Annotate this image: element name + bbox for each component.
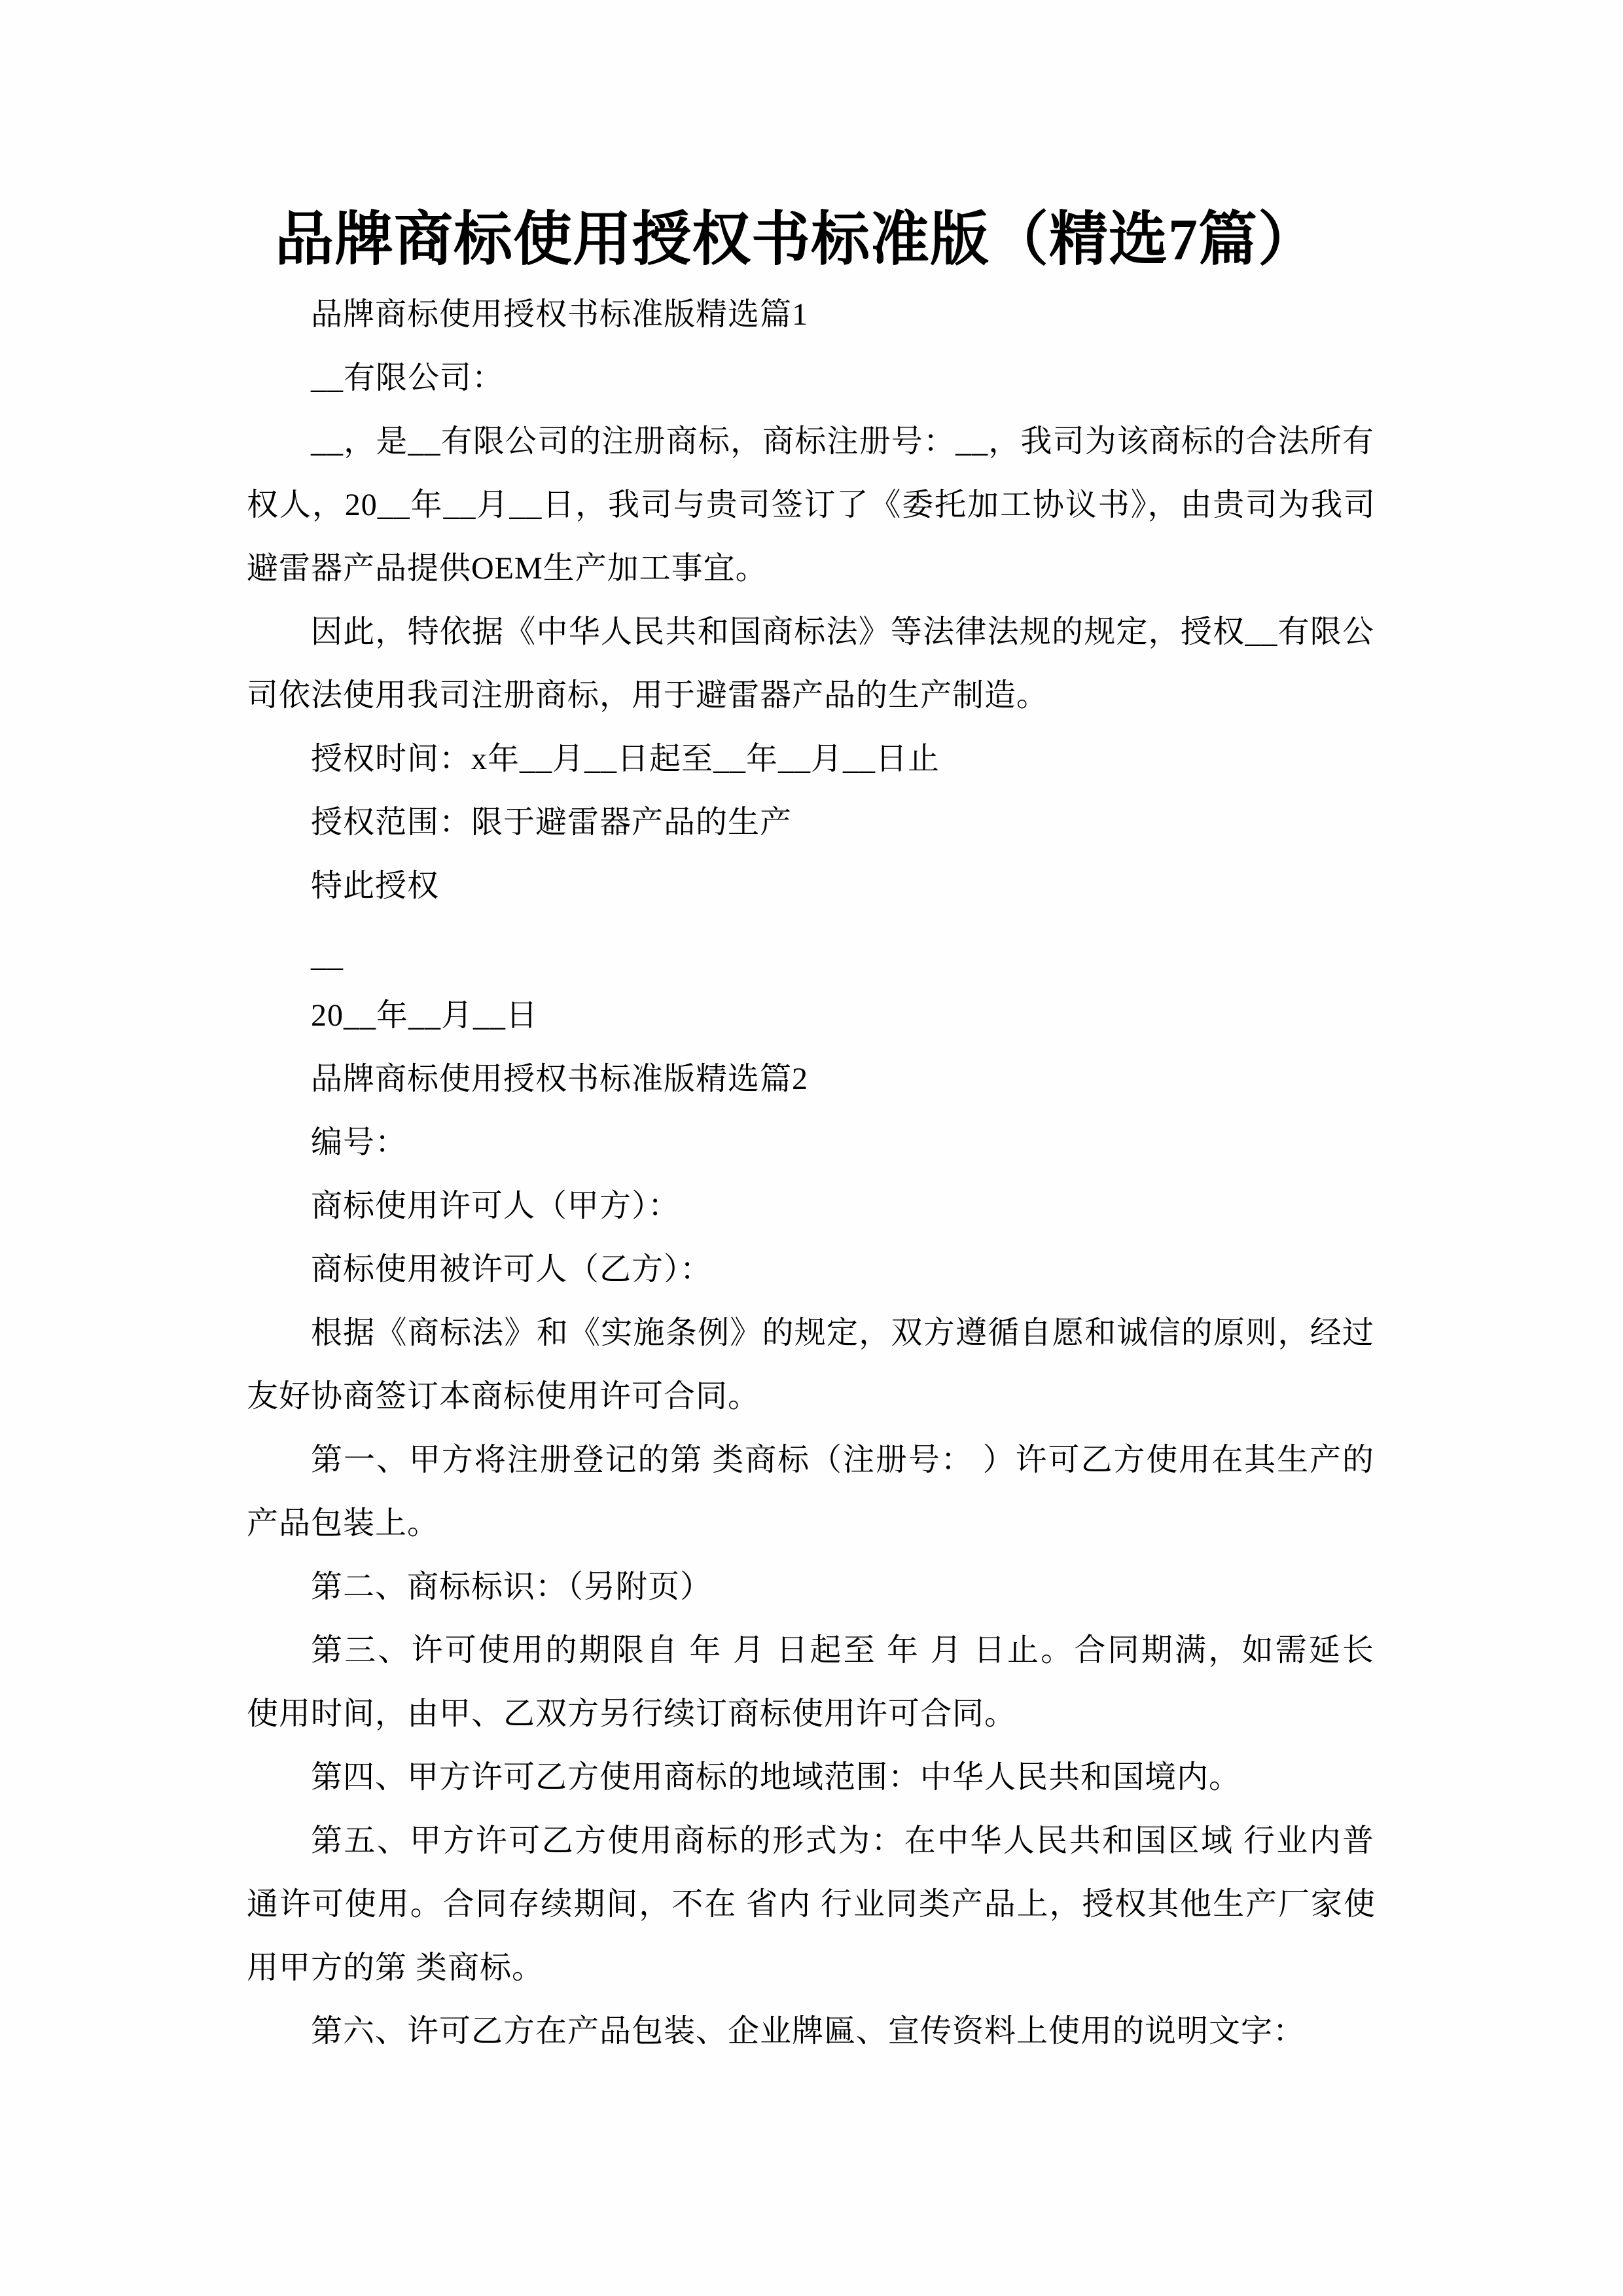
article-3-line: 使用时间，由甲、乙双方另行续订商标使用许可合同。	[247, 1696, 1017, 1731]
closing-statement: 特此授权	[311, 869, 440, 903]
paragraph-line: 友好协商签订本商标使用许可合同。	[247, 1379, 760, 1414]
salutation: __有限公司：	[311, 361, 505, 395]
article-5-line: 用甲方的第 类商标。	[247, 1950, 544, 1985]
article-1-line: 第一、甲方将注册登记的第 类商标（注册号： ）许可乙方使用在其生产的	[311, 1443, 1374, 1477]
paragraph-line: 避雷器产品提供OEM生产加工事宜。	[247, 551, 768, 586]
article-5-line: 第五、甲方许可乙方使用商标的形式为：在中华人民共和国区域 行业内普	[311, 1823, 1374, 1858]
paragraph-line: 因此，特依据《中华人民共和国商标法》等法律法规的规定，授权__有限公	[311, 615, 1374, 649]
article-6: 第六、许可乙方在产品包装、企业牌匾、宣传资料上使用的说明文字：	[311, 2014, 1306, 2049]
document-title: 品牌商标使用授权书标准版（精选7篇）	[275, 207, 1317, 272]
section-heading-1: 品牌商标使用授权书标准版精选篇1	[311, 297, 809, 332]
article-5-line: 通许可使用。合同存续期间，不在 省内 行业同类产品上，授权其他生产厂家使	[247, 1887, 1376, 1922]
section-heading-2: 品牌商标使用授权书标准版精选篇2	[311, 1062, 809, 1096]
signature-blank: __	[311, 939, 344, 973]
paragraph-line: __，是__有限公司的注册商标，商标注册号：__，我司为该商标的合法所有	[311, 424, 1374, 459]
article-4: 第四、甲方许可乙方使用商标的地域范围：中华人民共和国境内。	[311, 1760, 1241, 1795]
paragraph-line: 权人，20__年__月__日，我司与贵司签订了《委托加工协议书》，由贵司为我司	[247, 488, 1376, 522]
licensor-label: 商标使用许可人（甲方）：	[311, 1189, 681, 1223]
article-2: 第二、商标标识：（另附页）	[311, 1570, 713, 1604]
authorization-scope: 授权范围：限于避雷器产品的生产	[311, 805, 793, 840]
authorization-time: 授权时间：x年__月__日起至__年__月__日止	[311, 742, 940, 776]
article-1-line: 产品包装上。	[247, 1506, 440, 1541]
paragraph-line: 根据《商标法》和《实施条例》的规定，双方遵循自愿和诚信的原则，经过	[311, 1316, 1374, 1350]
article-3-line: 第三、许可使用的期限自 年 月 日起至 年 月 日止。合同期满，如需延长	[311, 1633, 1374, 1668]
signature-date: 20__年__月__日	[311, 998, 539, 1033]
licensee-label: 商标使用被许可人（乙方）：	[311, 1252, 713, 1287]
contract-number-label: 编号：	[311, 1125, 408, 1160]
paragraph-line: 司依法使用我司注册商标，用于避雷器产品的生产制造。	[247, 678, 1049, 713]
